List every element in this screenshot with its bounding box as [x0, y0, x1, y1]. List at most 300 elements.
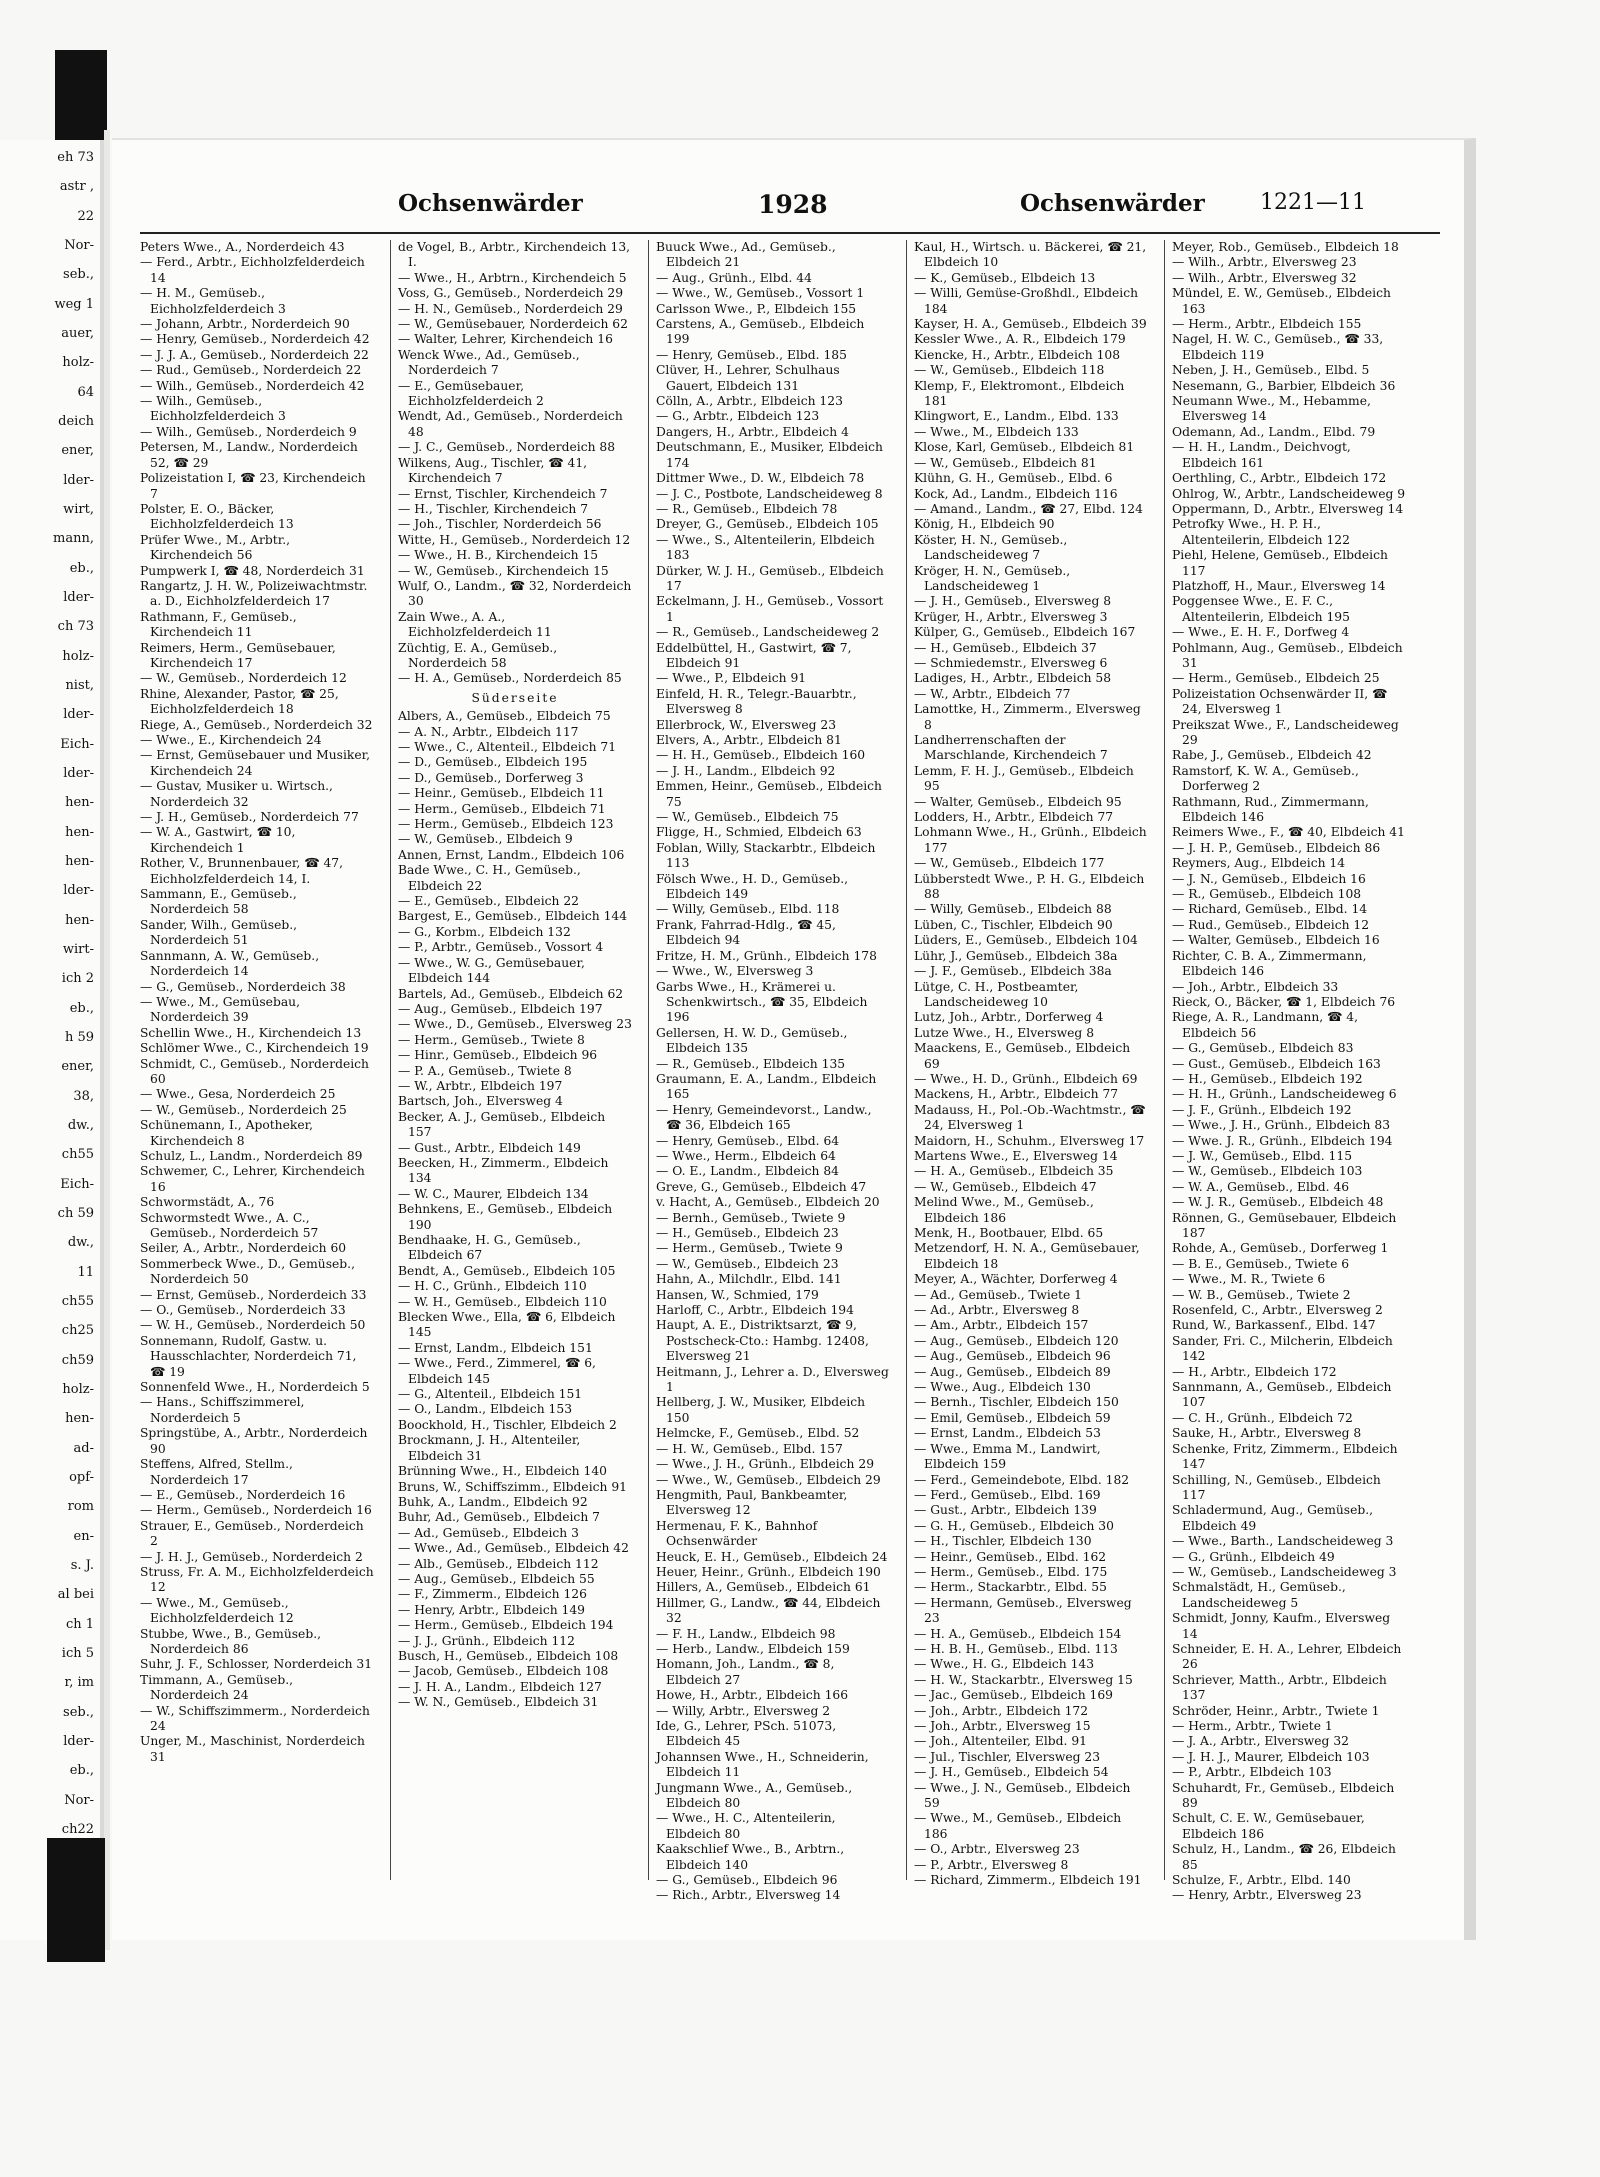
left-page-fragment: lder-	[63, 472, 94, 488]
left-page-fragment: s. J.	[70, 1558, 94, 1573]
directory-entry: Melind Wwe., M., Gemüseb., Elbdeich 186	[914, 1195, 1094, 1225]
directory-entry: Wenck Wwe., Ad., Gemüseb., Norderdeich 7	[398, 347, 580, 378]
directory-entry: — O. E., Landm., Elbdeich 84	[656, 1164, 839, 1179]
directory-entry: Gellersen, H. W. D., Gemüseb., Elbdeich 135	[656, 1025, 848, 1056]
directory-entry: Kröger, H. N., Gemüseb., Landscheideweg 1	[914, 563, 1071, 593]
column-divider	[906, 240, 907, 1880]
directory-entry: Schwormstädt, A., 76	[140, 1195, 275, 1210]
directory-entry: — Ferd., Gemüseb., Elbd. 169	[914, 1487, 1101, 1502]
directory-entry: — Walter, Lehrer, Kirchendeich 16	[398, 332, 613, 347]
directory-entry: Bruns, W., Schiffszimm., Elbdeich 91	[398, 1479, 627, 1494]
directory-entry: — P. A., Gemüseb., Twiete 8	[398, 1063, 572, 1078]
directory-entry: — Wwe., M. R., Twiete 6	[1172, 1272, 1326, 1287]
directory-entry: Polizeistation I, ☎ 23, Kirchendeich 7	[140, 471, 366, 501]
directory-entry: Howe, H., Arbtr., Elbdeich 166	[656, 1688, 849, 1703]
directory-entry: — Herm., Gemüseb., Elbd. 175	[914, 1564, 1108, 1579]
directory-entry: — Wilh., Gemüseb., Eichholzfelderdeich 3	[140, 394, 286, 424]
directory-entry: Lodders, H., Arbtr., Elbdeich 77	[914, 810, 1114, 825]
directory-entry: — J. C., Gemüseb., Norderdeich 88	[398, 440, 616, 455]
column-1	[140, 240, 374, 1880]
left-page-fragment: Nor-	[64, 238, 94, 253]
directory-entry: Clüver, H., Lehrer, Schulhaus Gauert, Elbdeich 131	[656, 363, 840, 393]
directory-entry: Lühr, J., Gemüseb., Elbdeich 38a	[914, 948, 1118, 963]
directory-entry: Hansen, W., Schmied, 179	[656, 1287, 819, 1302]
directory-entry: — W., Gemüsebauer, Norderdeich 62	[398, 317, 628, 332]
left-page-fragment: 64	[77, 384, 94, 400]
directory-entry: Dittmer Wwe., D. W., Elbdeich 78	[656, 471, 865, 486]
directory-entry: — Amand., Landm., ☎ 27, Elbd. 124	[914, 501, 1143, 516]
left-page-fragment: astr ,	[59, 179, 94, 195]
directory-entry: — J. W., Gemüseb., Elbd. 115	[1172, 1148, 1353, 1163]
directory-entry: Mündel, E. W., Gemüseb., Elbdeich 163	[1172, 286, 1391, 316]
directory-entry: — Hinr., Gemüseb., Elbdeich 96	[398, 1048, 598, 1063]
directory-entry: — C. H., Grünh., Elbdeich 72	[1172, 1410, 1353, 1425]
left-page-fragment: dw.,	[67, 1235, 94, 1251]
directory-entry: Schwormstedt Wwe., A. C., Gemüseb., Norderdeich 57	[140, 1210, 319, 1240]
directory-entry: Ramstorf, K. W. A., Gemüseb., Dorferweg 2	[1172, 763, 1359, 794]
directory-entry: Sauke, H., Arbtr., Elversweg 8	[1172, 1426, 1362, 1441]
directory-entry: Schladermund, Aug., Gemüseb., Elbdeich 49	[1172, 1503, 1374, 1533]
directory-entry: — W. C., Maurer, Elbdeich 134	[398, 1186, 589, 1201]
directory-entry: — H., Tischler, Kirchendeich 7	[398, 501, 589, 516]
left-page-fragment: holz-	[62, 648, 94, 664]
directory-entry: — H., Gemüseb., Elbdeich 37	[914, 640, 1097, 655]
directory-entry: Krüger, H., Arbtr., Elversweg 3	[914, 609, 1108, 624]
left-page-fragment: ch 73	[57, 619, 94, 635]
directory-entry: Carstens, A., Gemüseb., Elbdeich 199	[656, 317, 865, 347]
left-page-fragment: hen-	[65, 1411, 94, 1427]
directory-entry: Schmidt, C., Gemüseb., Norderdeich 60	[140, 1056, 369, 1086]
directory-entry: Petersen, M., Landw., Norderdeich 52, ☎ 29	[140, 440, 358, 470]
directory-entry: Klemp, F., Elektromont., Elbdeich 181	[914, 378, 1125, 409]
directory-entry: — W. A., Gemüseb., Elbd. 46	[1172, 1179, 1350, 1194]
directory-entry: — Wwe., W., Gemüseb., Vossort 1	[656, 286, 865, 301]
directory-entry: — Wwe., Herm., Elbdeich 64	[656, 1148, 836, 1163]
directory-entry: Klose, Karl, Gemüseb., Elbdeich 81	[914, 440, 1135, 455]
directory-entry: Emmen, Heinr., Gemüseb., Elbdeich 75	[656, 779, 882, 809]
left-page-fragment: auer,	[61, 326, 94, 341]
directory-entry: Dürker, W. J. H., Gemüseb., Elbdeich 17	[656, 563, 884, 593]
directory-entry: Strauer, E., Gemüseb., Norderdeich 2	[140, 1518, 364, 1549]
directory-entry: — Rich., Arbtr., Elversweg 14	[656, 1888, 841, 1903]
left-page-fragment: holz-	[62, 1382, 94, 1397]
directory-entry: — Willy, Gemüseb., Elbd. 118	[656, 902, 840, 917]
directory-entry: Buhr, Ad., Gemüseb., Elbdeich 7	[398, 1510, 600, 1525]
directory-entry: Odemann, Ad., Landm., Elbd. 79	[1172, 424, 1376, 439]
directory-entry: — Aug., Grünh., Elbd. 44	[656, 270, 812, 285]
book-fold	[104, 130, 110, 1950]
directory-entry: — Wilh., Arbtr., Elversweg 23	[1172, 255, 1357, 270]
directory-entry: — Ernst, Gemüsebauer und Musiker, Kirchendeich 24	[140, 748, 371, 778]
directory-entry: Deutschmann, E., Musiker, Elbdeich 174	[656, 440, 883, 470]
left-page-fragment: h 59	[64, 1030, 94, 1045]
directory-entry: Lemm, F. H. J., Gemüseb., Elbdeich 95	[914, 763, 1134, 794]
directory-entry: — Wwe., H., Arbtrn., Kirchendeich 5	[398, 270, 627, 285]
directory-entry: Lamottke, H., Zimmerm., Elversweg 8	[914, 702, 1141, 732]
directory-entry: Jungmann Wwe., A., Gemüseb., Elbdeich 80	[656, 1780, 853, 1811]
directory-entry: Kaul, H., Wirtsch. u. Bäckerei, ☎ 21, Elbdeich 10	[914, 240, 1147, 270]
left-page-fragment: eb.,	[69, 1000, 94, 1016]
directory-entry: — W., Gemüseb., Elbdeich 81	[914, 455, 1097, 470]
directory-entry: — W., Gemüseb., Norderdeich 12	[140, 671, 347, 686]
directory-entry: Platzhoff, H., Maur., Elversweg 14	[1172, 578, 1386, 593]
directory-entry: — H. C., Grünh., Elbdeich 110	[398, 1279, 587, 1294]
directory-entry: — Johann, Arbtr., Norderdeich 90	[140, 317, 350, 332]
directory-entry: — Henry, Gemüseb., Elbd. 64	[656, 1133, 840, 1148]
directory-entry: — Willy, Gemüseb., Elbdeich 88	[914, 902, 1112, 917]
directory-entry: — Ad., Arbtr., Elversweg 8	[914, 1303, 1080, 1318]
left-page-fragment: opf-	[69, 1470, 94, 1485]
directory-entry: — W. B., Gemüseb., Twiete 2	[1172, 1287, 1351, 1302]
directory-entry: — H. H., Landm., Deichvogt, Elbdeich 161	[1172, 440, 1351, 470]
directory-entry: — Aug., Gemüseb., Elbdeich 120	[914, 1333, 1119, 1348]
directory-entry: Buuck Wwe., Ad., Gemüseb., Elbdeich 21	[656, 240, 836, 270]
directory-entry: Schulz, L., Landm., Norderdeich 89	[140, 1148, 363, 1163]
directory-columns	[140, 240, 1440, 1903]
directory-entry: — J. H. J., Gemüseb., Norderdeich 2	[140, 1549, 363, 1564]
directory-entry: — G., Gemüseb., Elbdeich 83	[1172, 1041, 1354, 1056]
directory-entry: Graumann, E. A., Landm., Elbdeich 165	[656, 1071, 877, 1102]
left-page-fragment: ch 1	[65, 1616, 94, 1632]
directory-entry: Neben, J. H., Gemüseb., Elbd. 5	[1172, 363, 1370, 378]
directory-entry: — Wwe., S., Altenteilerin, Elbdeich 183	[656, 532, 875, 563]
directory-entry: Schünemann, I., Apotheker, Kirchendeich 8	[140, 1118, 314, 1148]
directory-entry: — H. A., Gemüseb., Elbdeich 154	[914, 1626, 1122, 1641]
directory-entry: Oppermann, D., Arbtr., Elversweg 14	[1172, 501, 1404, 516]
directory-entry: Polizeistation Ochsenwärder II, ☎ 24, Elversweg 1	[1172, 686, 1388, 717]
directory-entry: — Wwe., W., Gemüseb., Elbdeich 29	[656, 1472, 881, 1487]
directory-entry: Lüben, C., Tischler, Elbdeich 90	[914, 917, 1113, 932]
directory-entry: Fligge, H., Schmied, Elbdeich 63	[656, 825, 862, 840]
directory-entry: — J. H., Gemüseb., Norderdeich 77	[140, 810, 359, 825]
directory-entry: — Henry, Arbtr., Elbdeich 149	[398, 1602, 586, 1617]
directory-entry: Oerthling, C., Arbtr., Elbdeich 172	[1172, 471, 1387, 486]
directory-entry: — H., Gemüseb., Elbdeich 23	[656, 1226, 839, 1240]
directory-entry: Köster, H. N., Gemüseb., Landscheideweg 7	[914, 532, 1068, 563]
directory-entry: — J. H., Landm., Elbdeich 92	[656, 763, 836, 778]
left-page-fragment: dw.,	[67, 1118, 94, 1133]
left-page-fragment: holz-	[62, 355, 94, 371]
directory-entry: Bartels, Ad., Gemüseb., Elbdeich 62	[398, 986, 624, 1001]
directory-entry: — Joh., Arbtr., Elbdeich 33	[1172, 979, 1339, 994]
directory-entry: — E., Gemüseb., Norderdeich 16	[140, 1487, 346, 1502]
directory-entry: — H. N., Gemüseb., Norderdeich 29	[398, 301, 623, 316]
directory-entry: — Wwe., D., Gemüseb., Elversweg 23	[398, 1017, 632, 1032]
directory-entry: — Willi, Gemüse-Großhdl., Elbdeich 184	[914, 286, 1139, 316]
header-right-title: Ochsenwärder	[1020, 190, 1205, 217]
directory-entry: — W., Gemüseb., Elbdeich 47	[914, 1179, 1097, 1194]
directory-entry: Schilling, N., Gemüseb., Elbdeich 117	[1172, 1472, 1381, 1502]
directory-entry: — J. N., Gemüseb., Elbdeich 16	[1172, 871, 1366, 886]
directory-entry: — Henry, Gemeindevorst., Landw., ☎ 36, Elbdeich 165	[656, 1102, 872, 1133]
left-page-fragment: hen-	[65, 795, 94, 811]
directory-entry: Bendt, A., Gemüseb., Elbdeich 105	[398, 1263, 616, 1278]
directory-entry: Rabe, J., Gemüseb., Elbdeich 42	[1172, 748, 1372, 763]
left-page-fragment: ener,	[61, 443, 94, 459]
directory-entry: — O., Arbtr., Elversweg 23	[914, 1842, 1080, 1857]
column-2	[398, 240, 632, 1880]
directory-entry: Pumpwerk I, ☎ 48, Norderdeich 31	[140, 563, 365, 578]
directory-entry: — G., Altenteil., Elbdeich 151	[398, 1387, 583, 1402]
directory-entry: — Gust., Arbtr., Elbdeich 139	[914, 1503, 1097, 1518]
directory-entry: Prüfer Wwe., M., Arbtr., Kirchendeich 56	[140, 532, 291, 563]
left-page-fragment: ch55	[61, 1294, 94, 1309]
directory-entry: — Wilh., Gemüseb., Norderdeich 9	[140, 424, 357, 439]
directory-entry: Mackens, H., Arbtr., Elbdeich 77	[914, 1087, 1119, 1102]
left-page-fragment: ch25	[61, 1323, 94, 1339]
directory-entry: Foblan, Willy, Stackarbtr., Elbdeich 113	[656, 840, 876, 871]
directory-entry: — Hermann, Gemüseb., Elversweg 23	[914, 1595, 1132, 1626]
directory-entry: Hengmith, Paul, Bankbeamter, Elversweg 12	[656, 1487, 848, 1518]
directory-entry: Timmann, A., Gemüseb., Norderdeich 24	[140, 1672, 294, 1703]
directory-entry: — Henry, Gemüseb., Norderdeich 42	[140, 332, 370, 347]
directory-entry: — Wwe., P., Elbdeich 91	[656, 671, 807, 686]
directory-entry: Seiler, A., Arbtr., Norderdeich 60	[140, 1241, 347, 1256]
directory-entry: — Herm., Gemüseb., Norderdeich 16	[140, 1503, 372, 1518]
directory-entry: Poggensee Wwe., E. F. C., Altenteilerin, Elbdeich 195	[1172, 594, 1350, 624]
directory-entry: — Wwe., J. H., Grünh., Elbdeich 29	[656, 1457, 875, 1472]
directory-entry: — J. H. P., Gemüseb., Elbdeich 86	[1172, 840, 1381, 855]
directory-entry: Annen, Ernst, Landm., Elbdeich 106	[398, 847, 625, 862]
left-page-fragment: wirt,	[63, 502, 94, 517]
directory-entry: Peters Wwe., A., Norderdeich 43	[140, 240, 345, 254]
directory-entry: Dangers, H., Arbtr., Elbdeich 4	[656, 424, 849, 439]
directory-entry: — P., Arbtr., Elversweg 8	[914, 1857, 1069, 1872]
directory-entry: — Richard, Zimmerm., Elbdeich 191	[914, 1873, 1142, 1888]
directory-entry: Eckelmann, J. H., Gemüseb., Vossort 1	[656, 594, 884, 624]
directory-entry: Schenke, Fritz, Zimmerm., Elbdeich 147	[1172, 1441, 1398, 1472]
directory-entry: Wulf, O., Landm., ☎ 32, Norderdeich 30	[398, 578, 632, 609]
directory-entry: — Hans., Schiffszimmerel, Norderdeich 5	[140, 1395, 305, 1425]
directory-entry: Struss, Fr. A. M., Eichholzfelderdeich 12	[140, 1564, 374, 1595]
directory-entry: Külper, G., Gemüseb., Elbdeich 167	[914, 625, 1136, 640]
directory-entry: — Wwe., H. D., Grünh., Elbdeich 69	[914, 1071, 1138, 1086]
directory-entry: Springstübe, A., Arbtr., Norderdeich 90	[140, 1426, 368, 1456]
directory-entry: — B. E., Gemüseb., Twiete 6	[1172, 1256, 1350, 1271]
directory-entry: Schmalstädt, H., Gemüseb., Landscheideweg 5	[1172, 1580, 1346, 1610]
header-page-number: 1221—11	[1260, 190, 1366, 215]
directory-entry: Schriever, Matth., Arbtr., Elbdeich 137	[1172, 1672, 1387, 1703]
directory-entry: Kessler Wwe., A. R., Elbdeich 179	[914, 332, 1126, 347]
left-page-fragment: ch 59	[57, 1206, 94, 1221]
column-divider	[648, 240, 649, 1880]
directory-entry: — W. A., Gastwirt, ☎ 10, Kirchendeich 1	[140, 825, 296, 855]
directory-entry: Rund, W., Barkassenf., Elbd. 147	[1172, 1318, 1376, 1333]
directory-entry: — Herb., Landw., Elbdeich 159	[656, 1641, 850, 1656]
directory-entry: Reimers Wwe., F., ☎ 40, Elbdeich 41	[1172, 825, 1405, 840]
directory-entry: Ladiges, H., Arbtr., Elbdeich 58	[914, 671, 1112, 686]
directory-entry: — Herm., Gemüseb., Elbdeich 71	[398, 801, 606, 816]
directory-entry: — H. M., Gemüseb., Eichholzfelderdeich 3	[140, 286, 286, 316]
directory-entry: — Herm., Arbtr., Twiete 1	[1172, 1719, 1333, 1733]
directory-entry: — H., Arbtr., Elbdeich 172	[1172, 1364, 1337, 1379]
left-page-fragment: en-	[73, 1528, 94, 1544]
directory-entry: — R., Gemüseb., Elbdeich 135	[656, 1056, 846, 1071]
directory-entry: Kayser, H. A., Gemüseb., Elbdeich 39	[914, 317, 1147, 332]
left-page-fragment: eb.,	[69, 560, 94, 576]
left-page-fragment: 38,	[73, 1088, 94, 1104]
left-page-fragment: r, im	[64, 1675, 94, 1691]
directory-entry: — H. W., Stackarbtr., Elversweg 15	[914, 1672, 1133, 1687]
directory-entry: Kiencke, H., Arbtr., Elbdeich 108	[914, 347, 1121, 362]
directory-entry: Sonnenfeld Wwe., H., Norderdeich 5	[140, 1380, 370, 1395]
directory-entry: — W., Gemüseb., Elbdeich 103	[1172, 1164, 1363, 1179]
directory-entry: — G., Grünh., Elbdeich 49	[1172, 1549, 1335, 1564]
left-page-fragment: Eich-	[60, 1176, 94, 1192]
directory-entry: — W., Gemüseb., Kirchendeich 15	[398, 563, 609, 578]
directory-entry: — W., Gemüseb., Elbdeich 75	[656, 810, 839, 825]
directory-entry: v. Hacht, A., Gemüseb., Elbdeich 20	[656, 1195, 880, 1210]
header-year: 1928	[758, 190, 828, 219]
directory-entry: — Gust., Arbtr., Elbdeich 149	[398, 1140, 581, 1155]
directory-entry: — Ad., Gemüseb., Elbdeich 3	[398, 1525, 579, 1540]
directory-entry: — Wwe., Gesa, Norderdeich 25	[140, 1087, 336, 1102]
directory-entry: Becker, A. J., Gemüseb., Elbdeich 157	[398, 1109, 606, 1140]
directory-entry: Sander, Wilh., Gemüseb., Norderdeich 51	[140, 917, 298, 948]
directory-entry: Rhine, Alexander, Pastor, ☎ 25, Eichholzfelderdeich 18	[140, 686, 339, 717]
directory-entry: — G., Gemüseb., Elbdeich 96	[656, 1873, 838, 1888]
directory-entry: — J. H. A., Landm., Elbdeich 127	[398, 1679, 602, 1694]
directory-entry: Madauss, H., Pol.-Ob.-Wachtmstr., ☎ 24, Elversweg 1	[914, 1102, 1146, 1133]
directory-entry: Einfeld, H. R., Telegr.-Bauarbtr., Elversweg 8	[656, 686, 857, 717]
directory-entry: — P., Arbtr., Elbdeich 103	[1172, 1765, 1332, 1780]
directory-entry: — W. H., Gemüseb., Norderdeich 50	[140, 1318, 366, 1333]
directory-entry: Schuhardt, Fr., Gemüseb., Elbdeich 89	[1172, 1780, 1395, 1811]
directory-entry: Schellin Wwe., H., Kirchendeich 13	[140, 1025, 362, 1040]
directory-entry: — W., Gemüseb., Elbdeich 177	[914, 856, 1105, 871]
directory-entry: — Herm., Gemüseb., Twiete 9	[656, 1241, 843, 1256]
directory-entry: Buhk, A., Landm., Elbdeich 92	[398, 1494, 588, 1509]
directory-entry: Schröder, Heinr., Arbtr., Twiete 1	[1172, 1703, 1380, 1718]
directory-entry: Lüders, E., Gemüseb., Elbdeich 104	[914, 933, 1138, 948]
directory-entry: Beecken, H., Zimmerm., Elbdeich 134	[398, 1155, 609, 1186]
left-page-fragment: mann,	[53, 531, 94, 547]
directory-entry: Pohlmann, Aug., Gemüseb., Elbdeich 31	[1172, 640, 1403, 670]
directory-entry: — Ernst, Landm., Elbdeich 53	[914, 1426, 1101, 1441]
column-divider	[390, 240, 391, 1880]
left-page-fragment: ich 2	[61, 971, 94, 987]
directory-entry: — H., Gemüseb., Elbdeich 192	[1172, 1071, 1363, 1086]
directory-entry: — W., Gemüseb., Elbdeich 9	[398, 832, 573, 847]
directory-entry: Sannmann, A. W., Gemüseb., Norderdeich 14	[140, 948, 320, 979]
directory-entry: — W., Arbtr., Elbdeich 197	[398, 1078, 563, 1093]
directory-entry: — Walter, Gemüseb., Elbdeich 16	[1172, 933, 1380, 948]
column-3	[656, 240, 890, 1903]
directory-entry: — Wwe., W. G., Gemüsebauer, Elbdeich 144	[398, 955, 585, 986]
left-page-fragment: hen-	[65, 912, 94, 928]
directory-entry: — R., Gemüseb., Elbdeich 78	[656, 501, 838, 516]
directory-entry: — Wwe., H. C., Altenteilerin, Elbdeich 80	[656, 1811, 836, 1841]
directory-entry: Carlsson Wwe., P., Elbdeich 155	[656, 301, 857, 316]
directory-entry: Preikszat Wwe., F., Landscheideweg 29	[1172, 717, 1399, 747]
directory-entry: Lutz, Joh., Arbtr., Dorferweg 4	[914, 1010, 1104, 1025]
left-page-fragment: hen-	[65, 824, 94, 840]
directory-entry: Rother, V., Brunnenbauer, ☎ 47, Eichholzfelderdeich 14, I.	[140, 856, 343, 886]
directory-entry: — Joh., Altenteiler, Elbd. 91	[914, 1734, 1087, 1749]
directory-entry: — G., Korbm., Elbdeich 132	[398, 924, 571, 939]
directory-entry: — F., Zimmerm., Elbdeich 126	[398, 1587, 587, 1602]
directory-entry: König, H., Elbdeich 90	[914, 517, 1055, 532]
directory-entry: — Schmiedemstr., Elversweg 6	[914, 655, 1108, 670]
directory-entry: Schulz, H., Landm., ☎ 26, Elbdeich 85	[1172, 1842, 1396, 1872]
directory-entry: Johannsen Wwe., H., Schneiderin, Elbdeich 11	[656, 1749, 869, 1780]
directory-entry: Piehl, Helene, Gemüseb., Elbdeich 117	[1172, 548, 1388, 578]
scan-edge-black-bar-bottom	[47, 1838, 105, 1962]
directory-entry: Eddelbüttel, H., Gastwirt, ☎ 7, Elbdeich 91	[656, 640, 852, 670]
directory-entry: Homann, Joh., Landm., ☎ 8, Elbdeich 27	[656, 1657, 835, 1687]
directory-entry: Schneider, E. H. A., Lehrer, Elbdeich 26	[1172, 1641, 1402, 1672]
directory-entry: — Gustav, Musiker u. Wirtsch., Norderdeich 32	[140, 779, 333, 809]
directory-entry: Klingwort, E., Landm., Elbd. 133	[914, 409, 1119, 424]
directory-entry: Riege, A., Gemüseb., Norderdeich 32	[140, 717, 373, 732]
directory-entry: Schwemer, C., Lehrer, Kirchendeich 16	[140, 1164, 365, 1194]
directory-entry: — G., Arbtr., Elbdeich 123	[656, 409, 820, 424]
directory-entry: — G., Gemüseb., Norderdeich 38	[140, 979, 346, 994]
directory-entry: Suhr, J. F., Schlosser, Norderdeich 31	[140, 1657, 373, 1672]
directory-entry: Garbs Wwe., H., Krämerei u. Schenkwirtsch., ☎ 35, Elbdeich 196	[656, 979, 868, 1025]
directory-entry: — Wwe., J. H., Grünh., Elbdeich 83	[1172, 1118, 1391, 1133]
directory-entry: — Wwe., Emma M., Landwirt, Elbdeich 159	[914, 1441, 1101, 1472]
directory-entry: — Wwe., J. N., Gemüseb., Elbdeich 59	[914, 1780, 1131, 1811]
directory-entry: Unger, M., Maschinist, Norderdeich 31	[140, 1734, 365, 1764]
directory-entry: — O., Landm., Elbdeich 153	[398, 1402, 573, 1417]
directory-entry: Haupt, A. E., Distriktsarzt, ☎ 9, Postscheck-Cto.: Hambg. 12408, Elversweg 21	[656, 1318, 869, 1364]
directory-entry: Riege, A. R., Landmann, ☎ 4, Elbdeich 56	[1172, 1010, 1359, 1040]
directory-entry: — J. C., Postbote, Landscheideweg 8	[656, 486, 883, 501]
directory-entry: Wilkens, Aug., Tischler, ☎ 41, Kirchendeich 7	[398, 455, 588, 486]
directory-entry: — Wilh., Arbtr., Elversweg 32	[1172, 270, 1357, 285]
directory-entry: Maidorn, H., Schuhm., Elversweg 17	[914, 1133, 1145, 1148]
directory-entry: Sommerbeck Wwe., D., Gemüseb., Norderdeich 50	[140, 1256, 355, 1287]
directory-entry: Schmidt, Jonny, Kaufm., Elversweg 14	[1172, 1611, 1391, 1641]
directory-entry: Dreyer, G., Gemüseb., Elbdeich 105	[656, 517, 879, 532]
directory-entry: Schlömer Wwe., C., Kirchendeich 19	[140, 1041, 369, 1056]
directory-entry: Bade Wwe., C. H., Gemüseb., Elbdeich 22	[398, 863, 581, 893]
left-page-fragment: ich 5	[61, 1646, 94, 1661]
directory-entry: — J. H., Gemüseb., Elversweg 8	[914, 594, 1112, 609]
left-page-fragment: lder-	[63, 707, 94, 723]
directory-entry: Heitmann, J., Lehrer a. D., Elversweg 1	[656, 1364, 889, 1395]
directory-entry: — H. A., Gemüseb., Elbdeich 35	[914, 1164, 1114, 1179]
directory-entry: Bendhaake, H. G., Gemüseb., Elbdeich 67	[398, 1233, 581, 1263]
directory-entry: Richter, C. B. A., Zimmermann, Elbdeich 146	[1172, 948, 1367, 979]
directory-entry: — A. N., Arbtr., Elbdeich 117	[398, 724, 579, 739]
directory-entry: — D., Gemüseb., Elbdeich 195	[398, 755, 588, 770]
directory-entry: Blecken Wwe., Ella, ☎ 6, Elbdeich 145	[398, 1310, 616, 1340]
directory-entry: — W. N., Gemüseb., Elbdeich 31	[398, 1695, 599, 1710]
directory-entry: Rangartz, J. H. W., Polizeiwachtmstr. a. D., Eichholzfelderdeich 17	[140, 578, 368, 609]
directory-entry: — P., Arbtr., Gemüseb., Vossort 4	[398, 940, 604, 955]
directory-entry: — W., Gemüseb., Elbdeich 118	[914, 363, 1105, 378]
directory-entry: — Ernst, Landm., Elbdeich 151	[398, 1340, 593, 1355]
directory-entry: Harloff, C., Arbtr., Elbdeich 194	[656, 1303, 854, 1318]
directory-entry: Fölsch Wwe., H. D., Gemüseb., Elbdeich 149	[656, 871, 849, 902]
directory-entry: Voss, G., Gemüseb., Norderdeich 29	[398, 286, 624, 301]
column-4	[914, 240, 1148, 1888]
directory-entry: Behnkens, E., Gemüseb., Elbdeich 190	[398, 1202, 613, 1232]
directory-entry: — Gust., Gemüseb., Elbdeich 163	[1172, 1056, 1381, 1071]
directory-entry: Petrofky Wwe., H. P. H., Altenteilerin, Elbdeich 122	[1172, 517, 1350, 547]
directory-entry: — Willy, Arbtr., Elversweg 2	[656, 1703, 831, 1718]
directory-entry: Stubbe, Wwe., B., Gemüseb., Norderdeich 86	[140, 1626, 322, 1656]
directory-page	[112, 138, 1476, 1940]
directory-entry: — W., Gemüseb., Elbdeich 23	[656, 1256, 839, 1271]
directory-entry: Ellerbrock, W., Elversweg 23	[656, 717, 837, 732]
directory-entry: Nesemann, G., Barbier, Elbdeich 36	[1172, 378, 1396, 393]
directory-entry: Bartsch, Joh., Elversweg 4	[398, 1094, 563, 1109]
directory-entry: — Herm., Arbtr., Elbdeich 155	[1172, 317, 1362, 332]
directory-entry: — Wwe., Ferd., Zimmerel, ☎ 6, Elbdeich 145	[398, 1356, 596, 1386]
